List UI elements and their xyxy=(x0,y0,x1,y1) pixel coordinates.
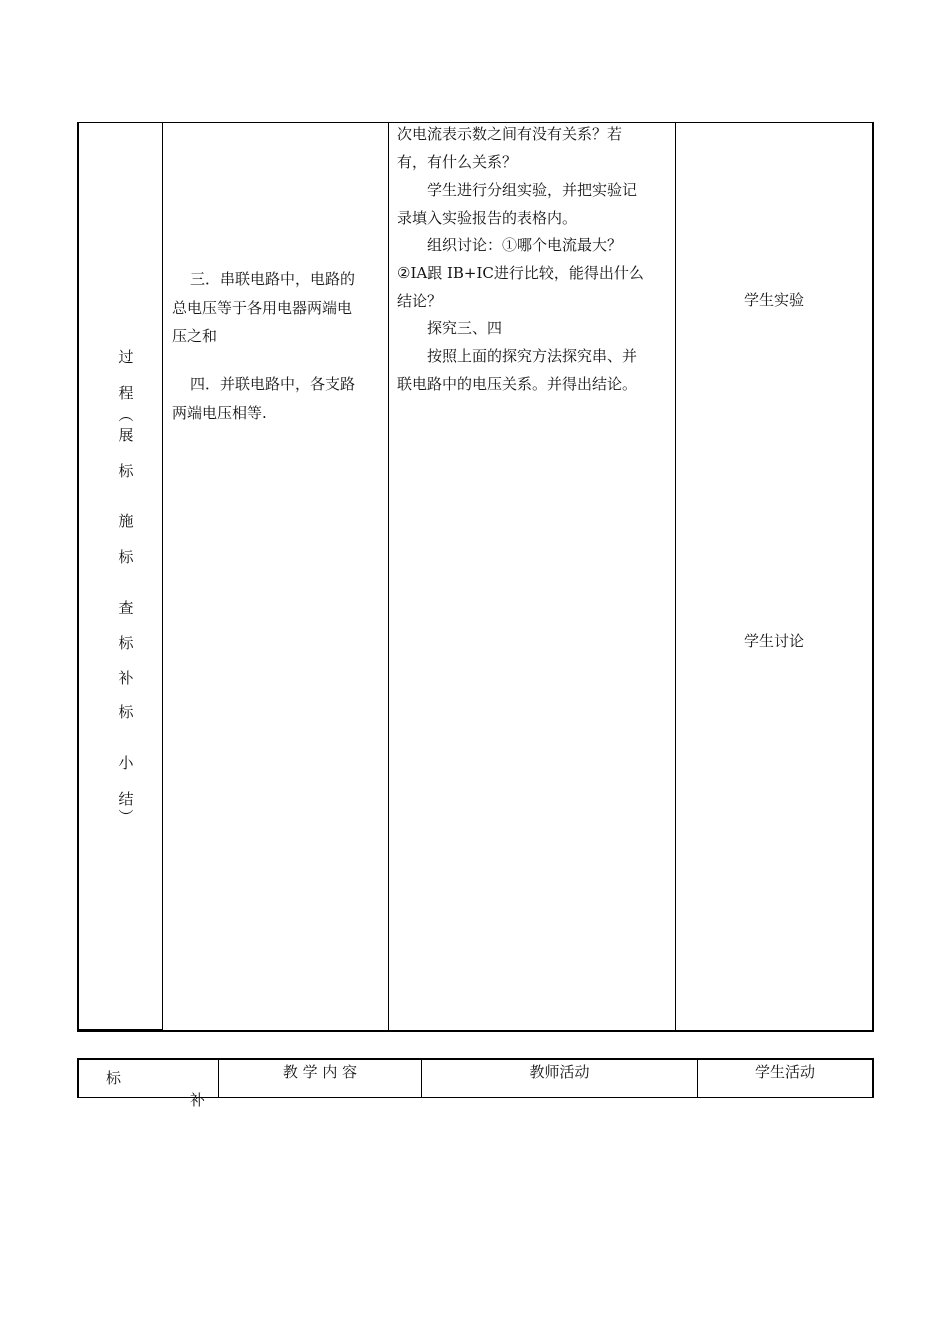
content-line: 四．并联电路中，各支路 xyxy=(190,375,356,393)
stage-char: 小 xyxy=(118,754,134,772)
stage-char: 标 xyxy=(118,634,134,652)
stage-char: 过 xyxy=(118,348,134,366)
student-activity-item: 学生实验 xyxy=(743,291,804,309)
table1-col-divider-3 xyxy=(675,122,676,1032)
header-teacher-activity: 教师活动 xyxy=(529,1063,590,1081)
activity-line: 探究三、四 xyxy=(427,319,503,337)
stage-char: 查 xyxy=(118,599,134,617)
activity-line: 联电路中的电压关系。并得出结论。 xyxy=(397,375,638,393)
stage-char: 标 xyxy=(118,462,134,480)
stage-char: 展 xyxy=(118,426,134,444)
table1-col-divider-1 xyxy=(162,122,163,1032)
content-line: 三．串联电路中，电路的 xyxy=(190,270,356,288)
activity-line: 按照上面的探究方法探究串、并 xyxy=(427,347,638,365)
activity-line: 有，有什么关系？ xyxy=(397,153,518,171)
content-line: 两端电压相等. xyxy=(172,404,267,422)
table1-right-border xyxy=(872,122,874,1032)
stage-char: ︵ xyxy=(118,406,134,424)
activity-line: 结论？ xyxy=(397,292,443,310)
header-stage-sublabel: 补 xyxy=(190,1091,206,1109)
table2-right-border xyxy=(872,1058,874,1098)
content-line: 总电压等于各用电器两端电 xyxy=(172,299,353,317)
table1-bottom-border xyxy=(77,1030,874,1032)
stage-char: 结 xyxy=(118,790,134,808)
activity-line: 学生进行分组实验，并把实验记 xyxy=(427,181,638,199)
activity-line: 组织讨论：①哪个电流最大？ xyxy=(427,236,623,254)
activity-line: 录填入实验报告的表格内。 xyxy=(397,209,578,227)
header-teaching-content: 教 学 内 容 xyxy=(282,1063,358,1081)
table1-col-divider-2 xyxy=(388,122,389,1032)
table2-left-border xyxy=(77,1058,79,1098)
activity-line: ②IA跟 IB+IC进行比较，能得出什么 xyxy=(397,264,644,282)
activity-line: 次电流表示数之间有没有关系？若 xyxy=(397,125,623,143)
stage-char: ︶ xyxy=(118,808,134,826)
header-student-activity: 学生活动 xyxy=(754,1063,815,1081)
stage-char: 补 xyxy=(118,669,134,687)
stage-char: 程 xyxy=(118,384,134,402)
student-activity-item: 学生讨论 xyxy=(743,632,804,650)
table1-col1-bottom-mark xyxy=(77,1029,163,1030)
content-line: 压之和 xyxy=(172,327,218,345)
table1-left-border xyxy=(77,122,79,1032)
header-stage-label: 标 xyxy=(106,1069,122,1087)
stage-char: 标 xyxy=(118,548,134,566)
stage-char: 施 xyxy=(118,512,134,530)
stage-char: 标 xyxy=(118,703,134,721)
